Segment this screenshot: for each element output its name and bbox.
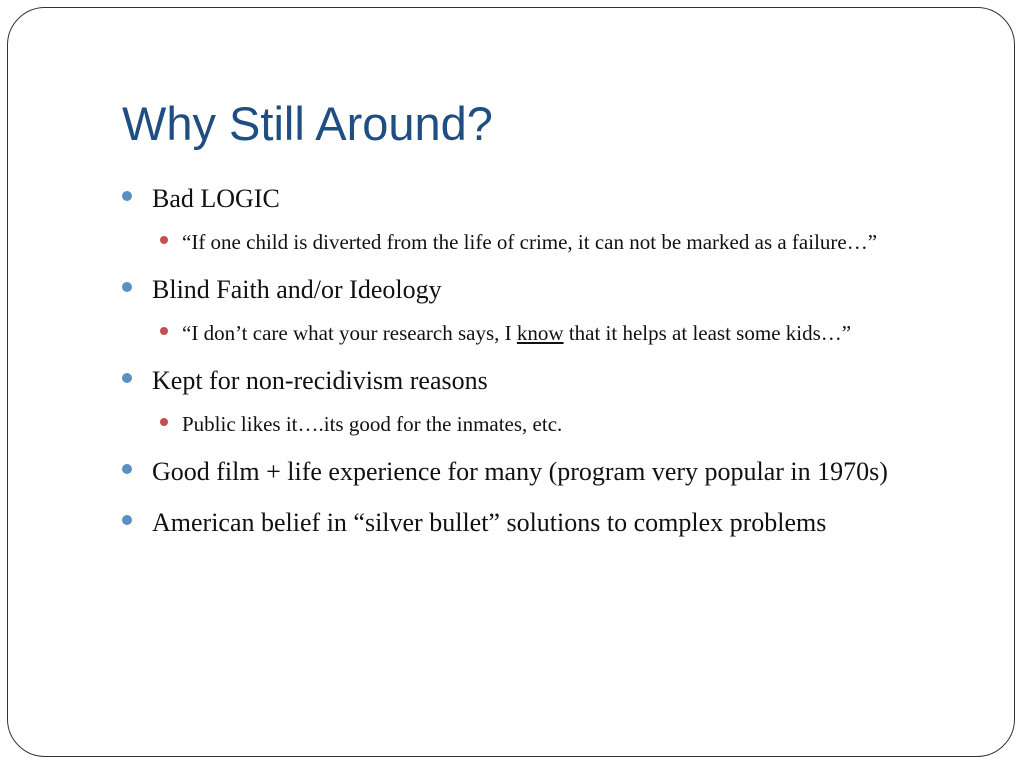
bullet-list: [122, 178, 952, 543]
bullet-dot-icon: [122, 464, 132, 474]
sub-bullet-quote-research: [122, 316, 952, 350]
bullet-dot-icon: [122, 282, 132, 292]
bullet-text: American belief in “silver bullet” solutions to complex problems: [152, 508, 827, 537]
bullet-dot-icon: [122, 515, 132, 525]
bullet-dot-icon: [122, 373, 132, 383]
sub-bullet-text: “If one child is diverted from the life of crime, it can not be marked as a failure…”: [182, 230, 878, 254]
sub-bullet-underlined-word: know: [516, 321, 564, 345]
bullet-non-recidivism: [122, 360, 952, 401]
bullet-dot-icon: [122, 191, 132, 201]
bullet-american-belief: [122, 502, 952, 543]
sub-bullet-text-after: that it helps at least some kids…”: [563, 321, 852, 345]
bullet-bad-logic: [122, 178, 952, 219]
bullet-blind-faith: [122, 269, 952, 310]
sub-bullet-dot-icon: [160, 418, 168, 426]
bullet-text: Blind Faith and/or Ideology: [152, 275, 442, 304]
sub-bullet-text: Public likes it….its good for the inmates, etc.: [182, 412, 563, 436]
sub-bullet-quote-diverted: [122, 225, 952, 259]
sub-bullet-public-likes: [122, 407, 952, 441]
bullet-text: Good film + life experience for many (program very popular in 1970s): [152, 457, 888, 486]
sub-bullet-text-before: “I don’t care what your research says, I: [182, 321, 517, 345]
slide-title: Why Still Around?: [122, 97, 493, 150]
bullet-text: Kept for non-recidivism reasons: [152, 366, 488, 395]
sub-bullet-dot-icon: [160, 236, 168, 244]
bullet-good-film: [122, 451, 952, 492]
sub-bullet-dot-icon: [160, 327, 168, 335]
slide-frame: [7, 7, 1015, 757]
bullet-text: Bad LOGIC: [152, 184, 280, 213]
